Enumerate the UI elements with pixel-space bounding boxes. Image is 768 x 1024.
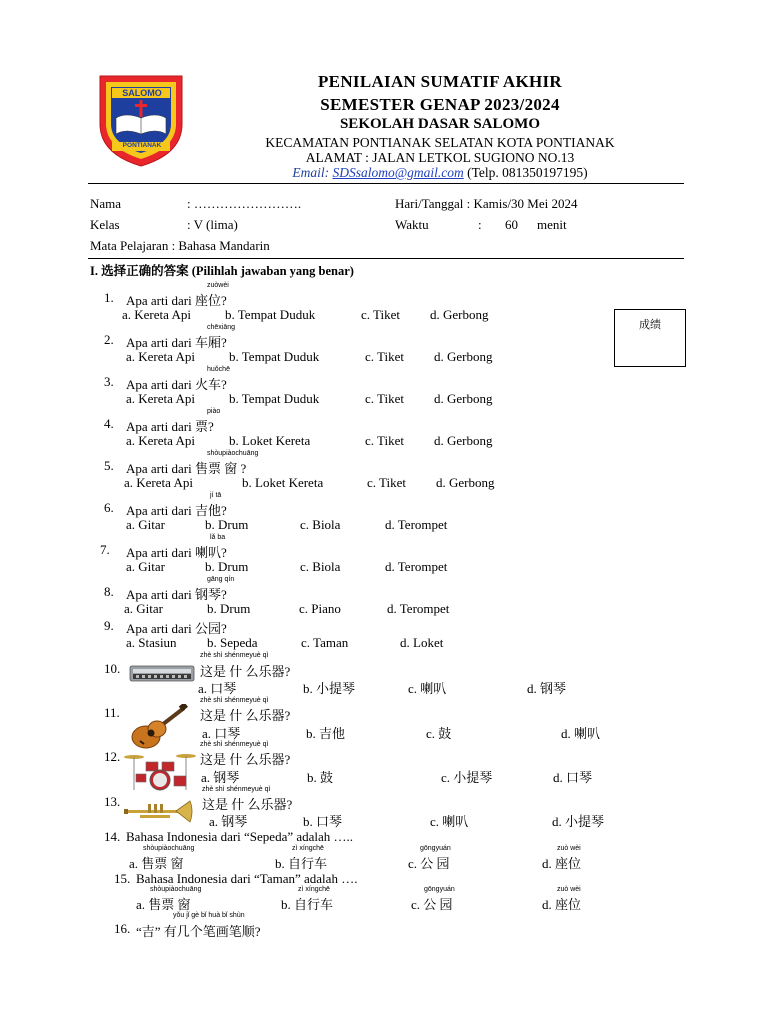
- q8-option-d[interactable]: d. Terompet: [387, 601, 450, 616]
- q7-text: Apa arti dari 喇叭?: [126, 545, 227, 560]
- mata-pelajaran: Mata Pelajaran : Bahasa Mandarin: [90, 238, 270, 253]
- q6-text: Apa arti dari 吉他?: [126, 503, 227, 518]
- q4-option-d[interactable]: d. Gerbong: [434, 433, 493, 448]
- q13-text: 这是 什 么乐器?: [202, 797, 293, 812]
- score-label: 成绩: [639, 319, 661, 331]
- q9-number: 9.: [104, 618, 114, 633]
- q2-option-a[interactable]: a. Kereta Api: [126, 349, 195, 364]
- q8-option-a[interactable]: a. Gitar: [124, 601, 163, 616]
- q11-text: 这是 什 么乐器?: [200, 708, 291, 723]
- q5-option-c[interactable]: c. Tiket: [367, 475, 407, 490]
- q13-number: 13.: [104, 794, 121, 809]
- contact-line: [230, 165, 650, 181]
- q2-pinyin: chēxiāng: [207, 324, 236, 331]
- q9-option-d[interactable]: d. Loket: [400, 635, 444, 650]
- q1-option-d[interactable]: d. Gerbong: [430, 307, 489, 322]
- q12-pinyin: zhè shì shénmeyuè qì: [200, 741, 269, 748]
- school-name: SEKOLAH DASAR SALOMO: [339, 116, 541, 132]
- q10-option-b[interactable]: b. 小提琴: [303, 681, 356, 696]
- q12-text: 这是 什 么乐器?: [200, 752, 291, 767]
- q4-number: 4.: [104, 416, 114, 431]
- q7-number: 7.: [100, 542, 110, 557]
- q14-option-a[interactable]: a. 售票 窗: [129, 856, 184, 871]
- q1-number: 1.: [104, 290, 114, 305]
- q2-text: Apa arti dari 车厢?: [126, 335, 227, 350]
- guitar-image: [128, 704, 188, 750]
- q1-option-b[interactable]: b. Tempat Duduk: [225, 307, 316, 322]
- q15-pinyin-d: zuò wèi: [557, 886, 581, 893]
- q7-option-b[interactable]: b. Drum: [205, 559, 249, 574]
- address: ALAMAT : JALAN LETKOL SUGIONO NO.13: [305, 150, 575, 165]
- kelas-label: Kelas: [90, 217, 120, 232]
- q4-option-a[interactable]: a. Kereta Api: [126, 433, 195, 448]
- q14-option-b[interactable]: b. 自行车: [275, 856, 328, 871]
- q15-pinyin-c: gōngyuán: [424, 886, 455, 893]
- q15-option-b[interactable]: b. 自行车: [281, 897, 334, 912]
- q16-text: “吉” 有几个笔画笔顺?: [136, 924, 261, 939]
- q15-pinyin-a: shòupiàochuāng: [150, 886, 202, 893]
- hari-tanggal: Hari/Tanggal : Kamis/30 Mei 2024: [395, 196, 578, 211]
- q3-number: 3.: [104, 374, 114, 389]
- q7-option-a[interactable]: a. Gitar: [126, 559, 165, 574]
- q9-option-b[interactable]: b. Sepeda: [207, 635, 258, 650]
- q6-option-a[interactable]: a. Gitar: [126, 517, 165, 532]
- q5-number: 5.: [104, 458, 114, 473]
- q2-option-d[interactable]: d. Gerbong: [434, 349, 493, 364]
- waktu-unit: menit: [537, 217, 567, 232]
- q8-pinyin: gāng qín: [207, 576, 235, 583]
- q4-text: Apa arti dari 票?: [126, 419, 214, 434]
- q14-pinyin-b: zì xíngchē: [292, 845, 324, 852]
- q4-option-b[interactable]: b. Loket Kereta: [229, 433, 311, 448]
- q14-option-c[interactable]: c. 公 园: [408, 856, 450, 871]
- q13-option-a[interactable]: a. 钢琴: [209, 814, 248, 829]
- q11-option-d[interactable]: d. 喇叭: [561, 726, 601, 741]
- q6-pinyin: jí tā: [210, 492, 222, 499]
- q8-text: Apa arti dari 钢琴?: [126, 587, 227, 602]
- q11-number: 11.: [104, 705, 120, 720]
- q9-text: Apa arti dari 公园?: [126, 621, 227, 636]
- q15-option-a[interactable]: a. 售票 窗: [136, 897, 191, 912]
- logo-top-text: SALOMO: [122, 88, 162, 98]
- q4-pinyin: piào: [207, 408, 221, 415]
- q3-pinyin: huǒchē: [207, 366, 230, 373]
- q5-text: Apa arti dari 售票 窗 ?: [126, 461, 247, 476]
- q4-option-c[interactable]: c. Tiket: [365, 433, 405, 448]
- q16-pinyin: yǒu jǐ gè bǐ huà bǐ shùn: [173, 912, 245, 919]
- q10-number: 10.: [104, 661, 121, 676]
- q10-text: 这是 什 么乐器?: [200, 664, 291, 679]
- logo-bottom-text: PONTIANAK: [122, 142, 162, 149]
- q6-option-b[interactable]: b. Drum: [205, 517, 249, 532]
- q2-option-c[interactable]: c. Tiket: [365, 349, 405, 364]
- q14-text: Bahasa Indonesia dari “Sepeda” adalah …..: [126, 829, 354, 844]
- district: KECAMATAN PONTIANAK SELATAN KOTA PONTIANAK: [265, 135, 615, 150]
- q13-option-d[interactable]: d. 小提琴: [552, 814, 605, 829]
- q15-number: 15.: [114, 871, 131, 886]
- q1-pinyin: zuòwèi: [207, 282, 229, 289]
- q14-number: 14.: [104, 829, 121, 844]
- q7-option-c[interactable]: c. Biola: [300, 559, 341, 574]
- q10-option-d[interactable]: d. 钢琴: [527, 681, 567, 696]
- q7-option-d[interactable]: d. Terompet: [385, 559, 448, 574]
- q3-option-c[interactable]: c. Tiket: [365, 391, 405, 406]
- q14-pinyin-d: zuò wèi: [557, 845, 581, 852]
- q3-option-d[interactable]: d. Gerbong: [434, 391, 493, 406]
- harmonica-image: [128, 662, 196, 686]
- title-line-1: PENILAIAN SUMATIF AKHIR: [318, 72, 562, 91]
- q3-option-a[interactable]: a. Kereta Api: [126, 391, 195, 406]
- q12-option-b[interactable]: b. 鼓: [307, 770, 334, 785]
- q13-option-b[interactable]: b. 口琴: [303, 814, 343, 829]
- q3-option-b[interactable]: b. Tempat Duduk: [229, 391, 320, 406]
- q1-option-a[interactable]: a. Kereta Api: [122, 307, 191, 322]
- q9-option-a[interactable]: a. Stasiun: [126, 635, 177, 650]
- q12-option-c[interactable]: c. 小提琴: [441, 770, 493, 785]
- drum-image: [122, 752, 198, 792]
- q3-text: Apa arti dari 火车?: [126, 377, 227, 392]
- q16-number: 16.: [114, 921, 131, 936]
- q11-option-a[interactable]: a. 口琴: [202, 726, 241, 741]
- q13-pinyin: zhè shì shénmeyuè qì: [202, 786, 271, 793]
- q12-option-a[interactable]: a. 钢琴: [201, 770, 240, 785]
- q15-text: Bahasa Indonesia dari “Taman” adalah ….: [136, 871, 358, 886]
- waktu-colon: :: [478, 217, 482, 232]
- q6-option-c[interactable]: c. Biola: [300, 517, 341, 532]
- q15-pinyin-b: zì xíngchē: [298, 886, 330, 893]
- q8-option-b[interactable]: b. Drum: [207, 601, 251, 616]
- q5-option-b[interactable]: b. Loket Kereta: [242, 475, 324, 490]
- q12-option-d[interactable]: d. 口琴: [553, 770, 593, 785]
- email-label: Email:: [292, 165, 330, 180]
- waktu-label: Waktu: [395, 217, 429, 232]
- q2-option-b[interactable]: b. Tempat Duduk: [229, 349, 320, 364]
- q5-option-a[interactable]: a. Kereta Api: [124, 475, 193, 490]
- q6-option-d[interactable]: d. Terompet: [385, 517, 448, 532]
- q11-pinyin: zhè shì shénmeyuè qì: [200, 697, 269, 704]
- q9-option-c[interactable]: c. Taman: [301, 635, 349, 650]
- kelas-value: : V (lima): [187, 217, 238, 232]
- nama-label: Nama: [90, 196, 122, 211]
- section-title: I. 选择正确的答案 (Pilihlah jawaban yang benar): [90, 264, 354, 278]
- q6-number: 6.: [104, 500, 114, 515]
- waktu-value: 60: [505, 217, 518, 232]
- q2-number: 2.: [104, 332, 114, 347]
- q12-number: 12.: [104, 749, 121, 764]
- trumpet-image: [124, 798, 196, 826]
- q14-option-d[interactable]: d. 座位: [542, 856, 582, 871]
- q8-number: 8.: [104, 584, 114, 599]
- q15-option-d[interactable]: d. 座位: [542, 897, 582, 912]
- q11-option-b[interactable]: b. 吉他: [306, 726, 346, 741]
- q10-option-a[interactable]: a. 口琴: [198, 681, 237, 696]
- phone: (Telp. 081350197195): [467, 165, 588, 180]
- q5-pinyin: shòupiàochuāng: [207, 450, 259, 457]
- info-divider: [88, 258, 684, 259]
- q1-option-c[interactable]: c. Tiket: [361, 307, 401, 322]
- q15-option-c[interactable]: c. 公 园: [411, 897, 453, 912]
- q14-pinyin-c: gōngyuán: [420, 845, 451, 852]
- q11-option-c[interactable]: c. 鼓: [426, 726, 452, 741]
- q14-pinyin-a: shòupiàochuāng: [143, 845, 195, 852]
- q10-pinyin: zhè shì shénmeyuè qì: [200, 652, 269, 659]
- q7-pinyin: lǎ ba: [210, 534, 226, 541]
- q1-text: Apa arti dari 座位?: [126, 293, 227, 308]
- nama-value[interactable]: : …………………….: [187, 196, 302, 211]
- q8-option-c[interactable]: c. Piano: [299, 601, 341, 616]
- school-logo: [96, 72, 186, 168]
- q13-option-c[interactable]: c. 喇叭: [430, 814, 469, 829]
- email-link[interactable]: SDSsalomo@gmail.com: [332, 165, 464, 180]
- q10-option-c[interactable]: c. 喇叭: [408, 681, 447, 696]
- header-divider: [88, 183, 684, 184]
- title-line-2: SEMESTER GENAP 2023/2024: [320, 95, 560, 114]
- q5-option-d[interactable]: d. Gerbong: [436, 475, 495, 490]
